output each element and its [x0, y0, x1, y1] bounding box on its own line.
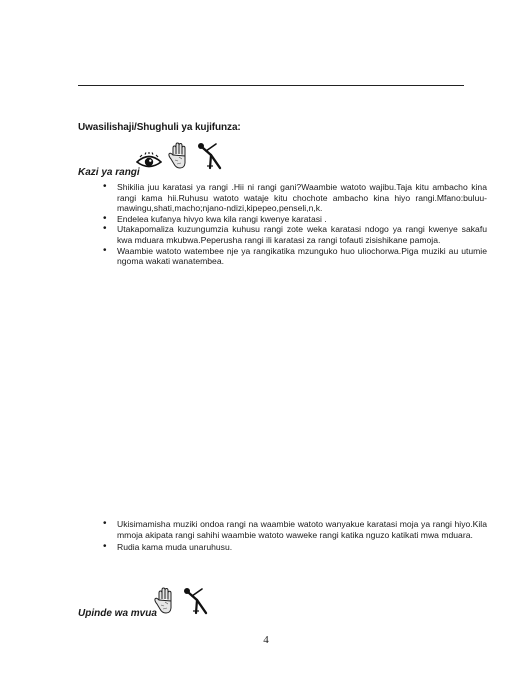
activity-list-top — [103, 182, 487, 267]
list-item: • Rudia kama muda unaruhusu. — [103, 542, 487, 553]
eye-icon — [136, 152, 162, 175]
horizontal-rule — [78, 85, 464, 86]
page-number: 4 — [263, 634, 269, 646]
list-item: • Waambie watoto watembee nje ya rangikatika mzunguko huo uliochorwa.Piga muziki au utumie ngoma wakati wanatembea. — [103, 246, 487, 267]
activity-heading: Uwasilishaji/Shughuli ya kujifunza: — [78, 122, 241, 133]
list-item: • Utakapomaliza kuzungumzia kuhusu rangi zote weka karatasi ndogo ya rangi kwenye sakafu kwa mduara mkubwa.Peperusha rangi ili karatasi za rangi tofauti zisishikane pamoja. — [103, 224, 487, 245]
hand-icon — [168, 142, 190, 175]
list-item: • Ukisimamisha muziki ondoa rangi na waambie watoto wanyakue karatasi moja ya rangi hiyo.Kila mmoja akipata rangi sahihi waambie watoto waweke rangi katika nguzo katikati mwa mduara. — [103, 519, 487, 540]
activity-list-bottom — [103, 519, 487, 553]
hand-icon — [154, 587, 176, 620]
list-item: • Endelea kufanya hivyo kwa kila rangi kwenye karatasi . — [103, 214, 487, 225]
section-title-upinde-wa-mvua: Upinde wa mvua — [78, 608, 157, 619]
stretching-person-icon — [196, 140, 226, 175]
stretching-person-icon — [182, 585, 212, 620]
section-icons-upinde-wa-mvua — [154, 585, 212, 620]
list-item: • Shikilia juu karatasi ya rangi .Hii ni rangi gani?Waambie watoto wajibu.Taja kitu ambacho kina rangi kama hii.Ruhusu watoto wataje kitu chochote ambacho kina hiyo rangi.Mfano:buluu-mawingu,shati,macho;njano-ndizi,kipepeo,penseli,n,k. — [103, 182, 487, 214]
section-title-kazi-ya-rangi: Kazi ya rangi — [78, 167, 140, 178]
section-icons-kazi-ya-rangi — [136, 140, 226, 175]
